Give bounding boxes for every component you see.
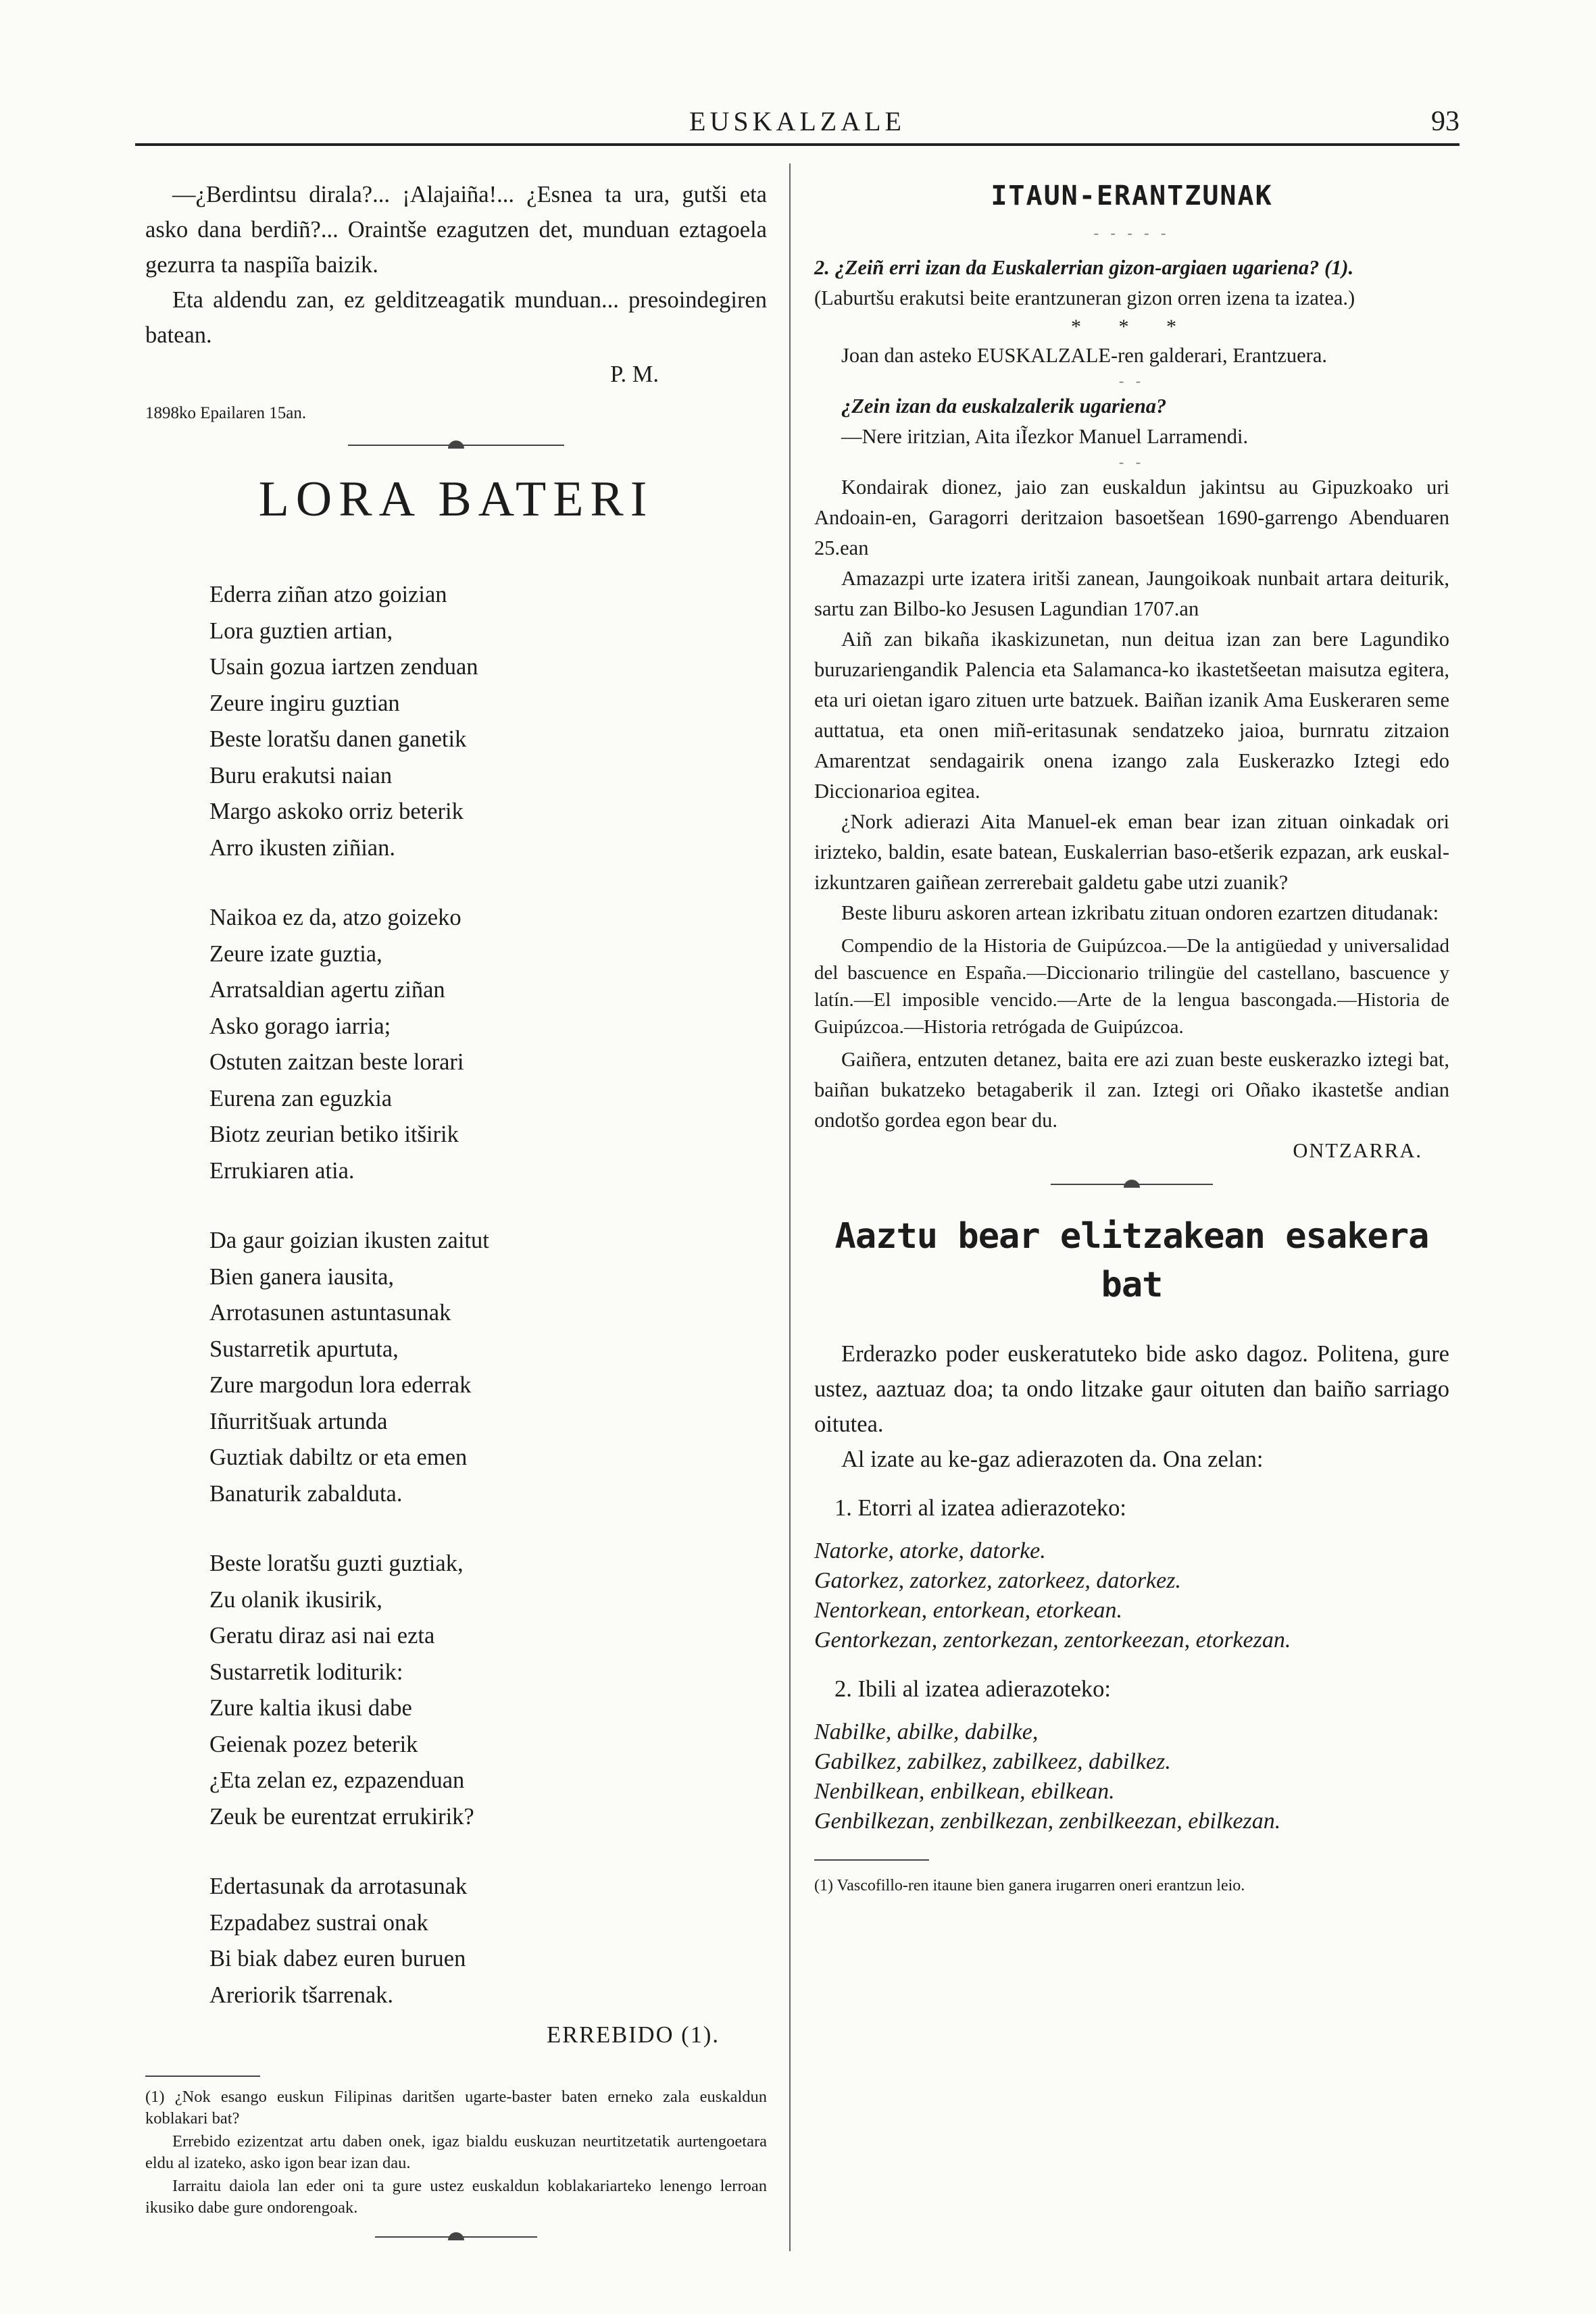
verb-line: Nabilke, abilke, dabilke, bbox=[814, 1719, 1039, 1744]
footnote-rule bbox=[814, 1859, 929, 1861]
poem-line: Geratu diraz asi nai ezta bbox=[209, 1623, 435, 1649]
dash-divider: - - bbox=[1118, 453, 1145, 470]
verb-line: Gabilkez, zabilkez, zabilkeez, dabilkez. bbox=[814, 1749, 1171, 1774]
poem-line: Arro ikusten ziñian. bbox=[209, 834, 395, 861]
poem-stanza bbox=[209, 1223, 767, 1512]
footnote: (1) ¿Nok esango euskun Filipinas daritšen ugarte-baster baten erneko zala euskaldun koblakari bat? bbox=[145, 2088, 767, 2128]
poem-stanza bbox=[209, 577, 767, 866]
poem-line: Geienak pozez beterik bbox=[209, 1731, 418, 1757]
poem-line: Usain gozua iartzen zenduan bbox=[209, 654, 478, 680]
right-column bbox=[814, 177, 1449, 1897]
poem-line: Edertasunak da arrotasunak bbox=[209, 1873, 468, 1899]
reply-signature: ONTZARRA. bbox=[1293, 1139, 1422, 1162]
poem-line: Bi biak dabez euren buruen bbox=[209, 1946, 466, 1971]
poem-line: Margo askoko orriz beterik bbox=[209, 799, 464, 824]
poem-line: Arrotasunen astuntasunak bbox=[209, 1300, 451, 1326]
poem-line: Beste loratšu guzti guztiak, bbox=[209, 1551, 464, 1576]
poem-line: Biotz zeurian betiko itširik bbox=[209, 1122, 459, 1147]
poem-line: Sustarretik loditurik: bbox=[209, 1659, 403, 1685]
poem-line: Eurena zan eguzkia bbox=[209, 1085, 393, 1111]
answer: —Nere iritzian, Aita iĨezkor Manuel Larramendi. bbox=[841, 425, 1249, 448]
intro-paragraph: Eta aldendu zan, ez gelditzeagatik munduan... presoindegiren batean. bbox=[145, 287, 767, 348]
poem-title: LORA BATERI bbox=[258, 472, 654, 527]
poem-line: Beste loratšu danen ganetik bbox=[209, 726, 467, 752]
poem-line: Ostuten zaitzan beste lorari bbox=[209, 1049, 464, 1075]
poem-line: Guztiak dabiltz or eta emen bbox=[209, 1444, 468, 1470]
verb-line: Gentorkezan, zentorkezan, zentorkeezan, etorkezan. bbox=[814, 1628, 1291, 1653]
page-header bbox=[135, 101, 1460, 146]
left-column bbox=[145, 177, 767, 2255]
column-divider bbox=[789, 164, 791, 2251]
answer-paragraph: Kondairak dionez, jaio zan euskaldun jakintsu au Gipuzkoako uri Andoain-en, Garagorri deritzaion basoetšean 1690-garrengo Abenduaren 25.ean bbox=[814, 476, 1449, 559]
closing-paragraph: Gaiñera, entzuten detanez, baita ere azi zuan beste euskerazko iztegi bat, baiñan bukatzeko betagaberik il zan. Iztegi ori Oñako ikastetše andian ondotšo gordea egon bear du. bbox=[814, 1048, 1449, 1132]
question-2: 2. ¿Zeiñ erri izan da Euskalerrian gizon-argiaen ugariena? (1). bbox=[814, 256, 1354, 279]
footnote-rule bbox=[145, 2076, 260, 2077]
poem-line: Zure kaltia ikusi dabe bbox=[209, 1695, 412, 1721]
footnotes bbox=[145, 2086, 767, 2219]
poem-line: Sustarretik apurtuta, bbox=[209, 1336, 399, 1362]
poem-line: Bien ganera iausita, bbox=[209, 1263, 395, 1290]
poem-line: Da gaur goizian ikusten zaitut bbox=[209, 1228, 489, 1253]
question-repeat: ¿Zein izan da euskalzalerik ugariena? bbox=[841, 395, 1167, 418]
footnote: Errebido ezizentzat artu daben onek, igaz bialdu euskuzan neurtitzetatik aurtengoetara eldu al izateko, asko igon bear izan dau. bbox=[145, 2132, 767, 2172]
poem-line: Ederra ziñan atzo goizian bbox=[209, 582, 447, 607]
verb-line: Natorke, atorke, datorke. bbox=[814, 1538, 1046, 1563]
poem-line: Zu olanik ikusirik, bbox=[209, 1586, 382, 1613]
list-item-2: 2. Ibili al izatea adierazoteko: bbox=[834, 1676, 1111, 1702]
dash-divider: - - bbox=[1118, 372, 1145, 389]
ornament-divider bbox=[375, 2236, 537, 2238]
verb-line: Nenbilkean, enbilkean, ebilkean. bbox=[814, 1779, 1115, 1804]
poem-line: Arratsaldian agertu ziñan bbox=[209, 977, 445, 1003]
works-list: Compendio de la Historia de Guipúzcoa.—De la antigüedad y universalidad del bascuence en España.—Diccionario trilingüe del castellano, bascuence y latín.—El imposible vencido.—Arte de la lengua bascongada.—Historia de Guipúzcoa.—Historia retrógada de Guipúzcoa. bbox=[814, 935, 1449, 1038]
list-item-1: 1. Etorri al izatea adierazoteko: bbox=[834, 1495, 1126, 1521]
intro-paragraph: —¿Berdintsu dirala?... ¡Alajaiña!... ¿Esnea ta ura, gutši eta asko dana berdiñ?... Oraintše ezagutzen det, munduan eztagoela gezurra ta naspiĩa baizik. bbox=[145, 182, 767, 278]
poem-line: Asko gorago iarria; bbox=[209, 1013, 391, 1039]
poem-line: Buru erakutsi naian bbox=[209, 762, 393, 788]
verb-forms-2 bbox=[814, 1717, 1449, 1836]
poem-line: Banaturik zabalduta. bbox=[209, 1480, 403, 1507]
question-note: (Laburtšu erakutsi beite erantzuneran gizon orren izena ta izatea.) bbox=[814, 286, 1355, 309]
poem-line: Zure margodun lora ederrak bbox=[209, 1372, 472, 1398]
verb-line: Genbilkezan, zenbilkezan, zenbilkeezan, ebilkezan. bbox=[814, 1809, 1281, 1834]
footnote: (1) Vascofillo-ren itaune bien ganera irugarren oneri erantzun leio. bbox=[814, 1877, 1245, 1894]
reply-intro: Joan dan asteko EUSKALZALE-ren galderari, Erantzuera. bbox=[841, 344, 1327, 367]
running-title: EUSKALZALE bbox=[689, 106, 905, 136]
verb-line: Nentorkean, entorkean, etorkean. bbox=[814, 1598, 1123, 1623]
poem-author: ERREBIDO (1). bbox=[547, 2022, 720, 2048]
poem-stanza bbox=[209, 1869, 767, 2013]
answer-paragraph: Amazazpi urte izatera iritši zanean, Jaungoikoak nunbait artara deiturik, sartu zan Bilbo-ko Jesusen Lagundian 1707.an bbox=[814, 567, 1449, 620]
answer-paragraph: ¿Nork adierazi Aita Manuel-ek eman bear izan zituan oinkadak ori irizteko, baldin, esate batean, Euskalerrian baso-etšerik ezpazan, ark euskal-izkuntzaren gaiñean zerrerebait galdetu gabe utzi zuanik? bbox=[814, 810, 1449, 894]
poem-line: Iñurritšuak artunda bbox=[209, 1408, 388, 1434]
poem-line: Lora guztien artian, bbox=[209, 618, 393, 644]
intro-signature: P. M. bbox=[610, 361, 659, 387]
verb-forms-1 bbox=[814, 1536, 1449, 1655]
verb-line: Gatorkez, zatorkez, zatorkeez, datorkez. bbox=[814, 1568, 1181, 1593]
article-paragraph: Erderazko poder euskeratuteko bide asko dagoz. Politena, gure ustez, aaztuaz doa; ta ondo litzake gaur oituten dan baiño sarriago oitutea. bbox=[814, 1341, 1449, 1437]
poem-line: Zeure izate guztia, bbox=[209, 940, 382, 967]
poem-line: Errukiaren atia. bbox=[209, 1157, 355, 1184]
poem-line: ¿Eta zelan ez, ezpazenduan bbox=[209, 1767, 465, 1793]
footnote: Iarraitu daiola lan eder oni ta gure ustez euskaldun koblakariarteko lenengo lerroan ikusiko dabe gure ondorengoak. bbox=[145, 2177, 767, 2217]
poem-line: Areriorik tšarrenak. bbox=[209, 1982, 394, 2008]
page-number: 93 bbox=[1431, 106, 1460, 137]
dash-divider: - - - - - bbox=[1093, 224, 1170, 241]
poem-line: Ezpadabez sustrai onak bbox=[209, 1909, 428, 1936]
poem-line: Zeuk be eurentzat errukirik? bbox=[209, 1803, 474, 1830]
ornament-divider bbox=[348, 445, 564, 446]
poem-line: Naikoa ez da, atzo goizeko bbox=[209, 905, 462, 930]
article-title: Aaztu bear elitzakean esakera bat bbox=[834, 1216, 1429, 1305]
poem-line: Zeure ingiru guztian bbox=[209, 690, 400, 716]
stars-divider: * * * bbox=[1071, 316, 1193, 338]
answer-paragraph: Aiñ zan bikaña ikaskizunetan, nun deitua izan zan bere Lagundiko buruzariengandik Palencia eta Salamanca-ko ikastetšeetan maisutza egitera, eta uri oietan igaro zituen urte batzuek. Baiñan izanik Ama Euskeraren seme auttatua, eta onen miñ-eritasunak sendatzeko jaioa, burnratu zitzaion Amarentzat sendagairik onena izango zala Euskerazko Iztegi edo Diccionarioa egitea. bbox=[814, 628, 1449, 803]
poem-stanza bbox=[209, 1546, 767, 1835]
ornament-divider bbox=[1051, 1184, 1213, 1185]
poem-stanza bbox=[209, 900, 767, 1189]
answer-paragraph: Beste liburu askoren artean izkribatu zituan ondoren ezartzen ditudanak: bbox=[841, 901, 1439, 924]
intro-date: 1898ko Epailaren 15an. bbox=[145, 404, 307, 422]
section-title: ITAUN-ERANTZUNAK bbox=[991, 180, 1273, 211]
article-paragraph: Al izate au ke-gaz adierazoten da. Ona zelan: bbox=[841, 1447, 1264, 1472]
